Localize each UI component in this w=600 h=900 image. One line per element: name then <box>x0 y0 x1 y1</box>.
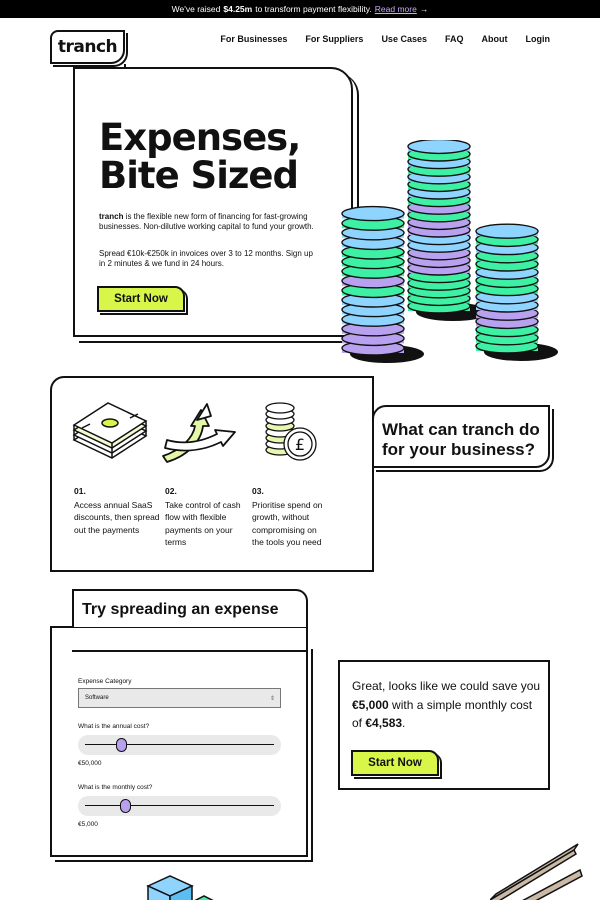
feature-3-number: 03. <box>252 486 264 496</box>
monthly-cost-value: €5,000 <box>78 821 98 828</box>
feature-3-text: Prioritise spend on growth, without compromising on the tools you need <box>252 499 323 547</box>
expense-category-value: Software <box>85 695 109 701</box>
intro-brand: tranch <box>99 212 124 221</box>
feature-2-number: 02. <box>165 486 177 496</box>
annual-cost-slider[interactable] <box>78 735 281 755</box>
monthly-cost-slider[interactable] <box>78 796 281 816</box>
result-text-3: . <box>402 716 406 730</box>
hero-title-line1: Expenses, <box>99 116 301 159</box>
feature-2-text: Take control of cash flow with flexible payments on your terms <box>165 499 241 547</box>
split-arrows-icon <box>157 400 241 464</box>
expense-category-select[interactable] <box>78 688 281 708</box>
logo[interactable]: tranch <box>50 30 125 64</box>
annual-slider-track <box>85 744 274 745</box>
result-start-now-button[interactable]: Start Now <box>351 750 439 776</box>
coin-stacks-illustration <box>338 140 558 365</box>
features-card <box>50 376 374 572</box>
money-stack-icon <box>70 402 150 464</box>
plank-illustration <box>490 842 600 900</box>
annual-cost-value: €50,000 <box>78 760 102 767</box>
hero-detail: Spread €10k-€250k in invoices over 3 to 12 months. Sign up in 2 minutes & we fund in 24 hours. <box>99 249 313 268</box>
arrow-right-icon: → <box>419 4 429 14</box>
feature-1-number: 01. <box>74 486 86 496</box>
nav-login[interactable]: Login <box>525 34 550 44</box>
nav-faq[interactable]: FAQ <box>444 34 464 44</box>
result-monthly: €4,583 <box>365 716 403 730</box>
result-text-2: with a simple monthly cost of <box>352 697 533 730</box>
coin <box>476 224 538 238</box>
result-text <box>352 677 542 733</box>
annual-cost-label: What is the annual cost? <box>78 723 150 730</box>
monthly-slider-thumb[interactable] <box>120 799 131 813</box>
read-more-link[interactable]: Read more <box>374 4 417 14</box>
feature-3 <box>252 485 330 549</box>
hero-title-line2: Bite Sized <box>99 154 298 197</box>
coin <box>408 140 470 153</box>
announcement-prefix: We've raised <box>171 4 221 14</box>
nav-for-businesses[interactable]: For Businesses <box>220 34 288 44</box>
nav-about[interactable]: About <box>481 34 508 44</box>
hero-title <box>99 116 301 197</box>
expense-category-label: Expense Category <box>78 678 132 685</box>
announcement-suffix: to transform payment flexibility. <box>255 4 372 14</box>
calculator-heading: Try spreading an expense <box>82 601 279 618</box>
select-chevron-icon: ⇕ <box>269 695 275 702</box>
pound-coins-icon <box>262 402 324 464</box>
announcement-amount: $4.25m <box>223 4 253 14</box>
coin <box>342 207 404 221</box>
result-savings: €5,000 <box>352 697 389 712</box>
features-heading-card <box>372 405 550 468</box>
feature-1 <box>74 485 160 536</box>
features-heading: What can tranch do for your business? <box>382 420 540 459</box>
result-text-1: Great, looks like we could save you <box>352 679 541 693</box>
hero-intro <box>99 212 314 232</box>
feature-2 <box>165 485 251 549</box>
calculator-heading-card <box>72 589 308 627</box>
nav-use-cases[interactable]: Use Cases <box>381 34 427 44</box>
feature-1-text: Access annual SaaS discounts, then spread out the payments <box>74 499 160 535</box>
svg-text:£: £ <box>294 435 306 454</box>
hero-start-now-button[interactable]: Start Now <box>97 286 185 312</box>
annual-slider-thumb[interactable] <box>116 738 127 752</box>
nav-for-suppliers[interactable]: For Suppliers <box>305 34 364 44</box>
intro-text: is the flexible new form of financing for fast-growing businesses. Non-dilutive working capital to fund your growth. <box>99 212 314 231</box>
cube-illustration <box>140 872 250 900</box>
monthly-cost-label: What is the monthly cost? <box>78 784 153 791</box>
monthly-slider-track <box>85 805 274 806</box>
